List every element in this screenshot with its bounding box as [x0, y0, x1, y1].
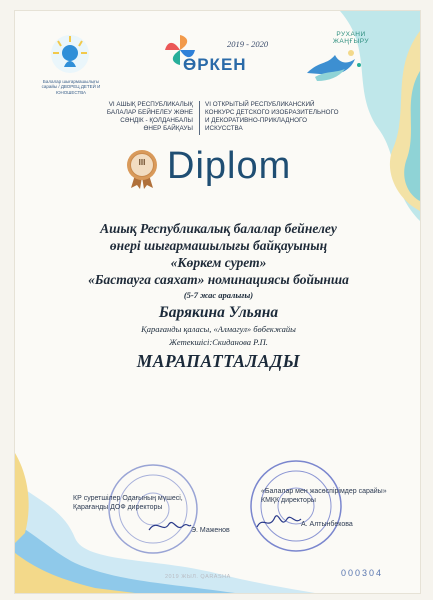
- award-text: МАРАПАТТАЛАДЫ: [136, 351, 301, 371]
- recipient-place: Қарағанды қаласы, «Алмагул» бөбекжайы: [141, 324, 296, 334]
- diploma-sheet: [14, 10, 421, 594]
- recipient-name: Барякина Ульяна: [158, 304, 279, 321]
- age-range: (5-7 жас аралығы): [183, 290, 254, 300]
- organizer-ru-line: КОНКУРС ДЕТСКОГО ИЗОБРАЗИТЕЛЬНОГО: [205, 108, 339, 116]
- body-line-3: «Көркем сурет»: [170, 255, 267, 270]
- left-signatory-line-2: Қарағанды ДОФ директоры: [73, 504, 163, 512]
- palace-logo-caption: Балалар шығармашылығы сарайы / ДВОРЕЦ ДЕТЕЙ И ЮНОШЕСТВА: [41, 79, 101, 95]
- organizer-ru-line: VI ОТКРЫТЫЙ РЕСПУБЛИКАНСКИЙ: [205, 101, 315, 108]
- right-signatory-line-1: «Балалар мен жасөспірімдер сарайы»: [261, 488, 387, 495]
- palace-logo-icon: [49, 33, 91, 75]
- body-line-1: Ашық Республикалық балалар бейнелеу: [100, 221, 337, 236]
- left-signatory-title: [73, 494, 223, 512]
- recipient-teacher: Жетекшісі:Скиданова Р.П.: [169, 337, 268, 347]
- right-signature-icon: [255, 511, 303, 533]
- organizer-kz-line: БАЛАЛАР БЕЙНЕЛЕУ ЖӘНЕ: [106, 108, 193, 116]
- organizer-kz: [97, 101, 193, 132]
- right-signatory-title: [261, 487, 411, 505]
- organizer-ru: [205, 101, 345, 132]
- left-signature-icon: [147, 516, 193, 536]
- organizer-kz-line: ӨНЕР БАЙҚАУЫ: [143, 124, 193, 132]
- right-stamp-icon: [247, 457, 345, 555]
- medal-icon: [125, 149, 159, 189]
- left-signatory-name: Э. Маженов: [191, 527, 230, 534]
- medal-numeral: III: [138, 158, 146, 167]
- organizer-ru-line: И ДЕКОРАТИВНО-ПРИКЛАДНОГО: [205, 116, 307, 124]
- organizer-divider: [199, 101, 200, 135]
- diploma-title: Diplom: [167, 145, 292, 187]
- organizer-kz-line: СӘНДІК - ҚОЛДАНБАЛЫ: [120, 116, 193, 124]
- ruhani-bird-icon: [305, 43, 369, 83]
- body-line-4: «Бастауга саяхат» номинациясы бойынша: [88, 272, 349, 287]
- body-line-2: өнері шығармашылығы байқауының: [109, 238, 328, 253]
- brand-title: ӨРКЕН: [183, 55, 247, 74]
- contest-year: 2019 - 2020: [227, 39, 269, 49]
- serial-number: 000304: [341, 568, 384, 578]
- footer-faint-text: 2019 ЖЫЛ. QARASHA: [165, 574, 231, 580]
- ruhani-line-1: РУХАНИ: [336, 31, 366, 38]
- right-signatory-line-2: КМҚК директоры: [261, 497, 316, 505]
- ruhani-line-2: ЖАҢҒЫРУ: [332, 38, 370, 46]
- right-signatory-name: А. Алтынбекова: [301, 521, 353, 528]
- left-signatory-line-1: КР суретшілер Одағының мүшесі,: [73, 495, 183, 502]
- organizer-ru-line: ИСКУССТВА: [205, 124, 243, 132]
- organizer-kz-line: VI АШЫҚ РЕСПУБЛИКАЛЫҚ: [108, 101, 193, 108]
